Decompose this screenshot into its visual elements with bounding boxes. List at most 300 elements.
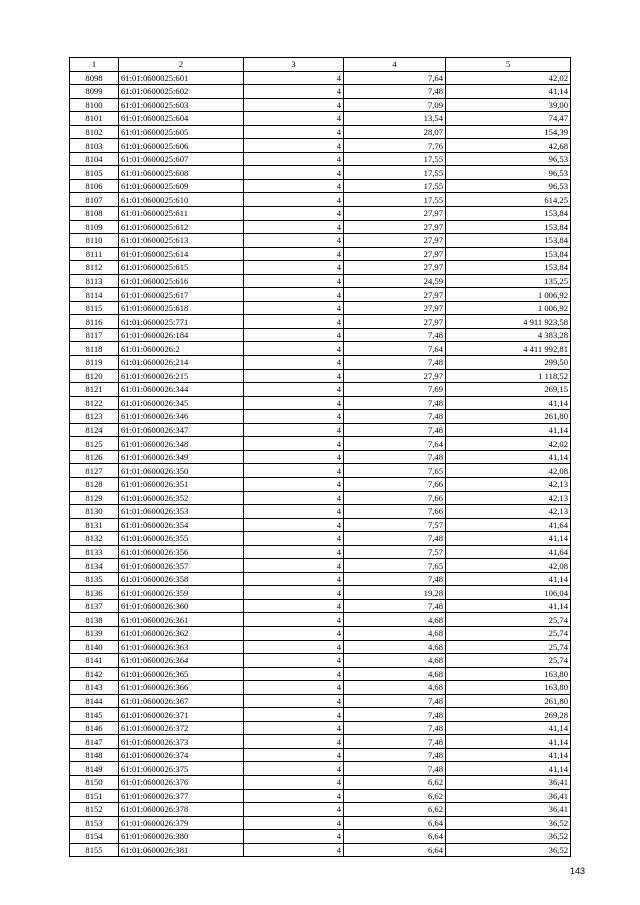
table-cell-col-1: 8142 [70, 667, 119, 681]
table-cell-col-5: 36,41 [446, 803, 571, 817]
table-cell-col-3: 4 [244, 681, 344, 695]
table-cell-col-2: 61:01:0600026:376 [119, 775, 244, 789]
table-cell-col-5: 41,14 [446, 748, 571, 762]
table-cell-col-5: 163,80 [446, 681, 571, 695]
table-cell-col-1: 8112 [70, 261, 119, 275]
table-cell-col-3: 4 [244, 207, 344, 221]
table-cell-col-4: 4,68 [344, 640, 446, 654]
table-cell-col-5: 41,64 [446, 518, 571, 532]
table-cell-col-1: 8106 [70, 179, 119, 193]
table-row [70, 410, 571, 424]
table-cell-col-1: 8143 [70, 681, 119, 695]
table-cell-col-1: 8111 [70, 247, 119, 261]
table-cell-col-4: 6,64 [344, 830, 446, 844]
table-cell-col-2: 61:01:0600025:611 [119, 207, 244, 221]
table-row [70, 369, 571, 383]
table-cell-col-1: 8107 [70, 193, 119, 207]
table-row [70, 328, 571, 342]
table-cell-col-3: 4 [244, 626, 344, 640]
table-cell-col-1: 8153 [70, 816, 119, 830]
table-cell-col-4: 7,66 [344, 491, 446, 505]
table-cell-col-2: 61:01:0600026:348 [119, 437, 244, 451]
table-cell-col-3: 4 [244, 152, 344, 166]
table-cell-col-2: 61:01:0600025:608 [119, 166, 244, 180]
table-cell-col-2: 61:01:0600026:378 [119, 803, 244, 817]
table-cell-col-2: 61:01:0600025:603 [119, 98, 244, 112]
table-cell-col-4: 27,97 [344, 247, 446, 261]
table-row [70, 626, 571, 640]
table-row [70, 654, 571, 668]
table-cell-col-2: 61:01:0600026:377 [119, 789, 244, 803]
table-cell-col-3: 4 [244, 396, 344, 410]
table-cell-col-2: 61:01:0600025:602 [119, 85, 244, 99]
table-cell-col-2: 61:01:0600026:372 [119, 721, 244, 735]
table-row [70, 220, 571, 234]
table-cell-col-4: 7,69 [344, 383, 446, 397]
page-number: 143 [569, 866, 585, 876]
table-cell-col-1: 8134 [70, 559, 119, 573]
table-cell-col-4: 7,48 [344, 748, 446, 762]
table-cell-col-5: 163,80 [446, 667, 571, 681]
table-cell-col-3: 4 [244, 559, 344, 573]
table-row [70, 423, 571, 437]
table-row [70, 830, 571, 844]
header-row [70, 58, 571, 72]
table-cell-col-1: 8145 [70, 708, 119, 722]
table-cell-col-1: 8119 [70, 356, 119, 370]
table-cell-col-1: 8124 [70, 423, 119, 437]
table-cell-col-3: 4 [244, 830, 344, 844]
table-cell-col-4: 13,54 [344, 112, 446, 126]
table-cell-col-3: 4 [244, 98, 344, 112]
table-cell-col-5: 36,52 [446, 816, 571, 830]
table-cell-col-4: 7,48 [344, 572, 446, 586]
table-cell-col-4: 4,68 [344, 626, 446, 640]
table-cell-col-4: 27,97 [344, 315, 446, 329]
table-cell-col-5: 135,25 [446, 274, 571, 288]
table-cell-col-4: 7,48 [344, 356, 446, 370]
table-cell-col-1: 8154 [70, 830, 119, 844]
table-cell-col-2: 61:01:0600025:615 [119, 261, 244, 275]
table-cell-col-2: 61:01:0600026:363 [119, 640, 244, 654]
table-cell-col-1: 8136 [70, 586, 119, 600]
table-cell-col-3: 4 [244, 477, 344, 491]
table-cell-col-1: 8126 [70, 450, 119, 464]
table-body [70, 71, 571, 857]
table-cell-col-4: 7,48 [344, 450, 446, 464]
table-cell-col-3: 4 [244, 518, 344, 532]
table-cell-col-1: 8130 [70, 505, 119, 519]
table-cell-col-5: 4 383,28 [446, 328, 571, 342]
table-cell-col-4: 6,64 [344, 843, 446, 857]
table-row [70, 681, 571, 695]
table-cell-col-4: 7,48 [344, 396, 446, 410]
table-cell-col-5: 1 118,52 [446, 369, 571, 383]
table-cell-col-1: 8118 [70, 342, 119, 356]
table-row [70, 315, 571, 329]
table-row [70, 166, 571, 180]
table-cell-col-1: 8140 [70, 640, 119, 654]
table-cell-col-3: 4 [244, 328, 344, 342]
table-cell-col-3: 4 [244, 166, 344, 180]
table-cell-col-1: 8139 [70, 626, 119, 640]
table-cell-col-2: 61:01:0600026:355 [119, 532, 244, 546]
table-cell-col-5: 41,14 [446, 735, 571, 749]
table-cell-col-2: 61:01:0600026:362 [119, 626, 244, 640]
table-cell-col-2: 61:01:0600026:366 [119, 681, 244, 695]
table-cell-col-1: 8104 [70, 152, 119, 166]
table-row [70, 599, 571, 613]
table-cell-col-1: 8108 [70, 207, 119, 221]
table-cell-col-4: 17,55 [344, 166, 446, 180]
table-cell-col-5: 1 006,92 [446, 301, 571, 315]
table-cell-col-1: 8113 [70, 274, 119, 288]
table-row [70, 748, 571, 762]
table-cell-col-5: 153,84 [446, 261, 571, 275]
table-cell-col-5: 96,53 [446, 179, 571, 193]
table-cell-col-4: 27,97 [344, 220, 446, 234]
table-cell-col-1: 8102 [70, 125, 119, 139]
table-cell-col-2: 61:01:0600026:349 [119, 450, 244, 464]
table-cell-col-4: 7,66 [344, 505, 446, 519]
table-cell-col-5: 41,14 [446, 423, 571, 437]
table-row [70, 721, 571, 735]
table-cell-col-4: 27,97 [344, 207, 446, 221]
table-row [70, 125, 571, 139]
column-header-1: 1 [70, 58, 119, 72]
table-cell-col-3: 4 [244, 85, 344, 99]
table-cell-col-1: 8116 [70, 315, 119, 329]
table-row [70, 477, 571, 491]
table-row [70, 572, 571, 586]
table-row [70, 274, 571, 288]
table-cell-col-3: 4 [244, 356, 344, 370]
column-header-5: 5 [446, 58, 571, 72]
table-cell-col-2: 61:01:0600026:346 [119, 410, 244, 424]
table-cell-col-3: 4 [244, 410, 344, 424]
table-cell-col-4: 7,64 [344, 342, 446, 356]
table-cell-col-2: 61:01:0600025:616 [119, 274, 244, 288]
table-cell-col-1: 8122 [70, 396, 119, 410]
table-cell-col-2: 61:01:0600026:367 [119, 694, 244, 708]
table-cell-col-5: 4 411 992,81 [446, 342, 571, 356]
table-cell-col-5: 42,08 [446, 464, 571, 478]
table-cell-col-5: 299,50 [446, 356, 571, 370]
table-cell-col-2: 61:01:0600026:2 [119, 342, 244, 356]
table-cell-col-1: 8150 [70, 775, 119, 789]
table-row [70, 234, 571, 248]
table-cell-col-5: 41,14 [446, 532, 571, 546]
table-cell-col-2: 61:01:0600025:606 [119, 139, 244, 153]
table-cell-col-5: 269,28 [446, 708, 571, 722]
table-cell-col-3: 4 [244, 748, 344, 762]
table-cell-col-5: 42,02 [446, 437, 571, 451]
table-cell-col-2: 61:01:0600026:365 [119, 667, 244, 681]
table-cell-col-4: 7,66 [344, 477, 446, 491]
table-cell-col-1: 8121 [70, 383, 119, 397]
table-cell-col-2: 61:01:0600026:347 [119, 423, 244, 437]
table-cell-col-2: 61:01:0600025:605 [119, 125, 244, 139]
table-cell-col-1: 8138 [70, 613, 119, 627]
table-cell-col-5: 42,02 [446, 71, 571, 85]
table-cell-col-2: 61:01:0600026:353 [119, 505, 244, 519]
table-row [70, 261, 571, 275]
table-cell-col-1: 8109 [70, 220, 119, 234]
table-cell-col-3: 4 [244, 599, 344, 613]
table-cell-col-1: 8146 [70, 721, 119, 735]
table-cell-col-3: 4 [244, 261, 344, 275]
table-cell-col-3: 4 [244, 247, 344, 261]
table-cell-col-3: 4 [244, 545, 344, 559]
table-cell-col-5: 41,14 [446, 85, 571, 99]
table-row [70, 71, 571, 85]
table-cell-col-2: 61:01:0600026:361 [119, 613, 244, 627]
table-cell-col-4: 6,62 [344, 789, 446, 803]
table-cell-col-2: 61:01:0600025:610 [119, 193, 244, 207]
table-row [70, 139, 571, 153]
table-cell-col-4: 7,57 [344, 545, 446, 559]
table-cell-col-2: 61:01:0600026:356 [119, 545, 244, 559]
table-cell-col-2: 61:01:0600026:350 [119, 464, 244, 478]
table-cell-col-4: 19,28 [344, 586, 446, 600]
table-cell-col-4: 17,55 [344, 179, 446, 193]
table-cell-col-4: 7,48 [344, 85, 446, 99]
table-cell-col-5: 42,68 [446, 139, 571, 153]
table-cell-col-1: 8155 [70, 843, 119, 857]
table-cell-col-5: 39,00 [446, 98, 571, 112]
table-cell-col-4: 7,48 [344, 721, 446, 735]
register-table [69, 57, 571, 857]
table-cell-col-2: 61:01:0600025:614 [119, 247, 244, 261]
table-cell-col-3: 4 [244, 775, 344, 789]
table-cell-col-3: 4 [244, 220, 344, 234]
table-cell-col-1: 8132 [70, 532, 119, 546]
table-cell-col-1: 8128 [70, 477, 119, 491]
table-cell-col-5: 154,39 [446, 125, 571, 139]
table-cell-col-2: 61:01:0600025:612 [119, 220, 244, 234]
table-cell-col-3: 4 [244, 816, 344, 830]
table-cell-col-5: 4 911 923,58 [446, 315, 571, 329]
table-cell-col-1: 8099 [70, 85, 119, 99]
table-cell-col-1: 8098 [70, 71, 119, 85]
table-cell-col-1: 8135 [70, 572, 119, 586]
table-row [70, 383, 571, 397]
table-cell-col-3: 4 [244, 640, 344, 654]
table-cell-col-3: 4 [244, 369, 344, 383]
table-cell-col-2: 61:01:0600026:354 [119, 518, 244, 532]
table-cell-col-5: 261,80 [446, 410, 571, 424]
table-cell-col-5: 41,14 [446, 450, 571, 464]
table-cell-col-2: 61:01:0600026:375 [119, 762, 244, 776]
table-row [70, 152, 571, 166]
table-cell-col-3: 4 [244, 274, 344, 288]
table-cell-col-2: 61:01:0600026:184 [119, 328, 244, 342]
table-cell-col-1: 8117 [70, 328, 119, 342]
table-header [70, 58, 571, 72]
table-cell-col-1: 8110 [70, 234, 119, 248]
table-cell-col-2: 61:01:0600026:371 [119, 708, 244, 722]
table-cell-col-4: 7,64 [344, 437, 446, 451]
table-row [70, 518, 571, 532]
table-cell-col-3: 4 [244, 491, 344, 505]
table-cell-col-1: 8137 [70, 599, 119, 613]
table-row [70, 816, 571, 830]
table-cell-col-3: 4 [244, 288, 344, 302]
table-row [70, 586, 571, 600]
table-row [70, 98, 571, 112]
table-cell-col-1: 8125 [70, 437, 119, 451]
table-cell-col-3: 4 [244, 803, 344, 817]
table-cell-col-4: 4,68 [344, 667, 446, 681]
table-row [70, 789, 571, 803]
table-cell-col-2: 61:01:0600026:352 [119, 491, 244, 505]
table-cell-col-4: 7,48 [344, 532, 446, 546]
table-cell-col-1: 8115 [70, 301, 119, 315]
table-row [70, 464, 571, 478]
table-cell-col-4: 7,48 [344, 328, 446, 342]
table-cell-col-3: 4 [244, 71, 344, 85]
table-cell-col-4: 7,48 [344, 410, 446, 424]
table-cell-col-2: 61:01:0600026:345 [119, 396, 244, 410]
table-cell-col-3: 4 [244, 586, 344, 600]
table-cell-col-2: 61:01:0600026:381 [119, 843, 244, 857]
table-cell-col-5: 42,13 [446, 491, 571, 505]
table-cell-col-5: 153,84 [446, 247, 571, 261]
table-row [70, 396, 571, 410]
table-cell-col-2: 61:01:0600026:364 [119, 654, 244, 668]
table-cell-col-4: 7,48 [344, 762, 446, 776]
table-cell-col-2: 61:01:0600026:380 [119, 830, 244, 844]
table-cell-col-2: 61:01:0600026:374 [119, 748, 244, 762]
table-cell-col-4: 4,68 [344, 654, 446, 668]
table-cell-col-1: 8100 [70, 98, 119, 112]
table-cell-col-4: 6,64 [344, 816, 446, 830]
table-cell-col-2: 61:01:0600026:215 [119, 369, 244, 383]
table-cell-col-5: 25,74 [446, 613, 571, 627]
table-cell-col-5: 42,13 [446, 477, 571, 491]
table-row [70, 85, 571, 99]
table-row [70, 112, 571, 126]
table-cell-col-1: 8123 [70, 410, 119, 424]
table-cell-col-4: 7,09 [344, 98, 446, 112]
table-row [70, 613, 571, 627]
table-cell-col-3: 4 [244, 437, 344, 451]
table-cell-col-5: 96,53 [446, 152, 571, 166]
table-cell-col-5: 1 006,92 [446, 288, 571, 302]
table-cell-col-3: 4 [244, 125, 344, 139]
table-cell-col-4: 7,48 [344, 599, 446, 613]
table-cell-col-1: 8151 [70, 789, 119, 803]
table-cell-col-5: 25,74 [446, 640, 571, 654]
table-cell-col-3: 4 [244, 789, 344, 803]
table-cell-col-5: 41,14 [446, 599, 571, 613]
table-cell-col-5: 41,14 [446, 396, 571, 410]
table-cell-col-5: 153,84 [446, 207, 571, 221]
table-cell-col-4: 17,55 [344, 152, 446, 166]
table-cell-col-3: 4 [244, 301, 344, 315]
table-cell-col-2: 61:01:0600026:373 [119, 735, 244, 749]
table-cell-col-1: 8152 [70, 803, 119, 817]
table-cell-col-2: 61:01:0600026:357 [119, 559, 244, 573]
table-row [70, 450, 571, 464]
table-row [70, 843, 571, 857]
table-cell-col-5: 36,52 [446, 830, 571, 844]
table-row [70, 207, 571, 221]
table-cell-col-3: 4 [244, 423, 344, 437]
table-cell-col-3: 4 [244, 234, 344, 248]
table-cell-col-4: 17,55 [344, 193, 446, 207]
table-cell-col-2: 61:01:0600025:613 [119, 234, 244, 248]
table-cell-col-3: 4 [244, 315, 344, 329]
table-cell-col-2: 61:01:0600025:618 [119, 301, 244, 315]
table-cell-col-4: 7,48 [344, 423, 446, 437]
table-cell-col-4: 7,48 [344, 694, 446, 708]
table-row [70, 505, 571, 519]
table-cell-col-2: 61:01:0600025:771 [119, 315, 244, 329]
table-cell-col-3: 4 [244, 179, 344, 193]
table-cell-col-5: 36,52 [446, 843, 571, 857]
table-cell-col-5: 261,80 [446, 694, 571, 708]
table-cell-col-1: 8101 [70, 112, 119, 126]
table-cell-col-5: 614,25 [446, 193, 571, 207]
table-row [70, 708, 571, 722]
table-cell-col-1: 8147 [70, 735, 119, 749]
table-cell-col-3: 4 [244, 464, 344, 478]
table-cell-col-4: 27,97 [344, 288, 446, 302]
table-cell-col-5: 25,74 [446, 654, 571, 668]
table-cell-col-3: 4 [244, 505, 344, 519]
table-cell-col-5: 41,14 [446, 572, 571, 586]
table-cell-col-3: 4 [244, 450, 344, 464]
table-cell-col-1: 8120 [70, 369, 119, 383]
table-cell-col-1: 8114 [70, 288, 119, 302]
table-cell-col-3: 4 [244, 383, 344, 397]
table-cell-col-4: 7,48 [344, 708, 446, 722]
table-cell-col-5: 41,64 [446, 545, 571, 559]
table-cell-col-5: 153,84 [446, 220, 571, 234]
table-cell-col-5: 153,84 [446, 234, 571, 248]
table-cell-col-5: 269,15 [446, 383, 571, 397]
table-cell-col-3: 4 [244, 572, 344, 586]
table-row [70, 559, 571, 573]
table-cell-col-3: 4 [244, 613, 344, 627]
table-cell-col-5: 41,14 [446, 721, 571, 735]
table-cell-col-1: 8148 [70, 748, 119, 762]
table-row [70, 193, 571, 207]
table-cell-col-4: 27,97 [344, 369, 446, 383]
table-row [70, 545, 571, 559]
table-cell-col-3: 4 [244, 735, 344, 749]
table-cell-col-1: 8131 [70, 518, 119, 532]
table-row [70, 735, 571, 749]
table-cell-col-1: 8103 [70, 139, 119, 153]
table-row [70, 356, 571, 370]
table-row [70, 247, 571, 261]
table-cell-col-4: 24,59 [344, 274, 446, 288]
table-cell-col-2: 61:01:0600026:360 [119, 599, 244, 613]
table-cell-col-4: 7,65 [344, 464, 446, 478]
table-cell-col-4: 7,76 [344, 139, 446, 153]
table-row [70, 667, 571, 681]
table-row [70, 437, 571, 451]
table-cell-col-3: 4 [244, 112, 344, 126]
column-header-3: 3 [244, 58, 344, 72]
table-cell-col-5: 96,53 [446, 166, 571, 180]
table-row [70, 301, 571, 315]
table-cell-col-2: 61:01:0600025:607 [119, 152, 244, 166]
table-cell-col-3: 4 [244, 532, 344, 546]
table-cell-col-1: 8149 [70, 762, 119, 776]
